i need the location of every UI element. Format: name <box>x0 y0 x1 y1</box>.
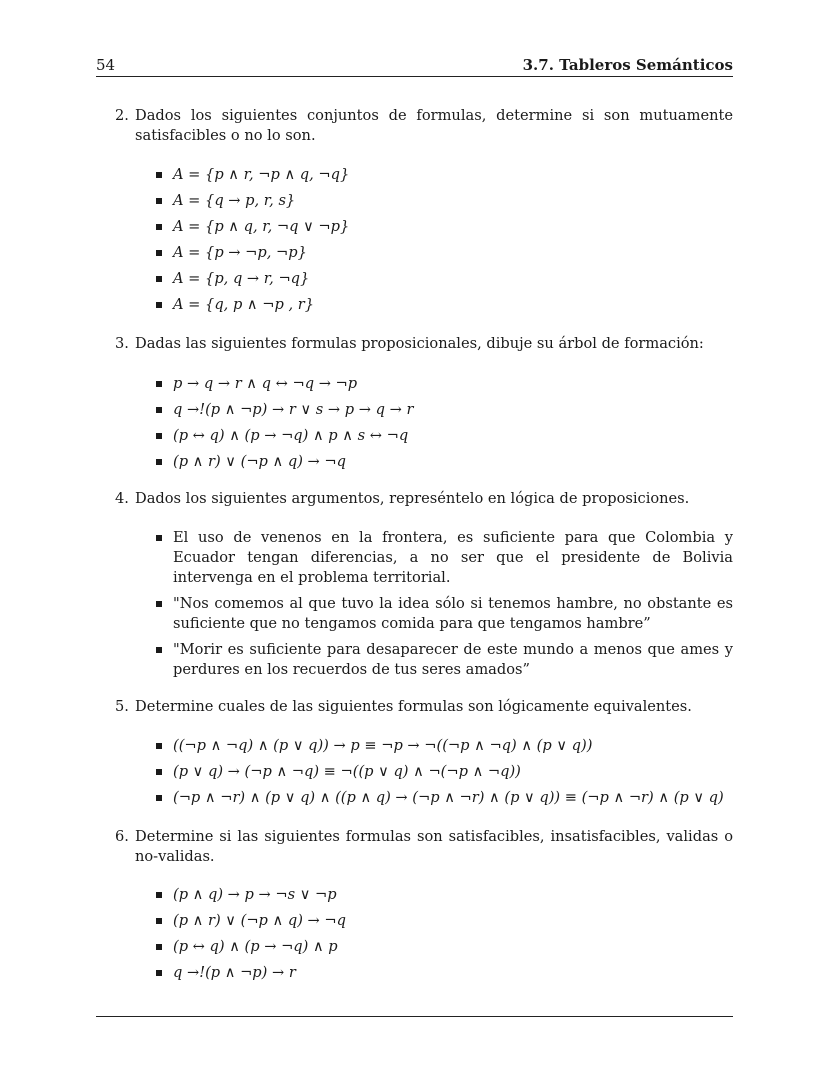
formula: A = {q, p ∧ ¬p , r} <box>173 296 314 313</box>
formula: A = {p ∧ r, ¬p ∧ q, ¬q} <box>173 166 350 183</box>
page-number: 54 <box>96 56 116 74</box>
list-item <box>156 162 733 188</box>
bullet-square-icon <box>156 459 162 465</box>
exercise-4 <box>115 489 733 509</box>
argument-text: "Morir es suficiente para desaparecer de este mundo a menos que ames y perdures en los recuerdos de tus seres amados” <box>173 641 733 678</box>
list-item <box>156 934 733 960</box>
list-item <box>156 266 733 292</box>
bullet-square-icon <box>156 601 162 607</box>
bullet-square-icon <box>156 535 162 541</box>
bullet-square-icon <box>156 970 162 976</box>
exercise-3 <box>115 334 733 354</box>
list-item <box>156 640 733 680</box>
bullet-square-icon <box>156 944 162 950</box>
exercise-number: 4. <box>115 490 129 507</box>
exercise-6 <box>115 827 733 867</box>
formula: (p ∧ r) ∨ (¬p ∧ q) → ¬q <box>173 912 346 929</box>
argument-text: "Nos comemos al que tuvo la idea sólo si tenemos hambre, no obstante es suficiente que no tengamos comida para que tengamos hambre” <box>173 595 733 632</box>
bullet-square-icon <box>156 892 162 898</box>
exercise-text: Determine cuales de las siguientes formulas son lógicamente equivalentes. <box>135 698 692 715</box>
formula: (p ∧ q) → p → ¬s ∨ ¬p <box>173 886 337 903</box>
list-item <box>156 882 733 908</box>
list-item <box>156 759 733 785</box>
bullet-square-icon <box>156 250 162 256</box>
section-title: 3.7. Tableros Semánticos <box>522 56 733 74</box>
exercise-number: 6. <box>115 828 129 845</box>
formula: (¬p ∧ ¬r) ∧ (p ∨ q) ∧ ((p ∧ q) → (¬p ∧ ¬r) ∧ (p ∨ q)) ≡ (¬p ∧ ¬r) ∧ (p ∨ q) <box>173 789 724 806</box>
bullet-square-icon <box>156 407 162 413</box>
formula: A = {p ∧ q, r, ¬q ∨ ¬p} <box>173 218 350 235</box>
formula: q →!(p ∧ ¬p) → r <box>173 964 296 981</box>
list-item <box>156 528 733 588</box>
exercise-3-formula-list <box>156 371 733 475</box>
formula: (p ↔ q) ∧ (p → ¬q) ∧ p <box>173 938 338 955</box>
list-item <box>156 397 733 423</box>
bullet-square-icon <box>156 795 162 801</box>
exercise-text: Determine si las siguientes formulas son satisfacibles, insatisfacibles, validas o no-validas. <box>135 828 733 865</box>
formula: A = {p → ¬p, ¬p} <box>173 244 307 261</box>
exercise-number: 5. <box>115 698 129 715</box>
list-item <box>156 960 733 986</box>
bullet-square-icon <box>156 224 162 230</box>
exercise-text: Dados los siguientes argumentos, represéntelo en lógica de proposiciones. <box>135 490 690 507</box>
formula: q →!(p ∧ ¬p) → r ∨ s → p → q → r <box>173 401 414 418</box>
exercise-text: Dadas las siguientes formulas proposicionales, dibuje su árbol de formación: <box>135 335 704 352</box>
bullet-square-icon <box>156 647 162 653</box>
bullet-square-icon <box>156 276 162 282</box>
bullet-square-icon <box>156 172 162 178</box>
bullet-square-icon <box>156 381 162 387</box>
bullet-square-icon <box>156 769 162 775</box>
exercise-number: 2. <box>115 107 129 124</box>
list-item <box>156 733 733 759</box>
bullet-square-icon <box>156 743 162 749</box>
bullet-square-icon <box>156 918 162 924</box>
list-item <box>156 594 733 634</box>
bullet-square-icon <box>156 433 162 439</box>
list-item <box>156 449 733 475</box>
formula: p → q → r ∧ q ↔ ¬q → ¬p <box>173 375 358 392</box>
formula: A = {q → p, r, s} <box>173 192 296 209</box>
exercise-6-formula-list <box>156 882 733 986</box>
footer-rule <box>96 1016 733 1017</box>
exercise-number: 3. <box>115 335 129 352</box>
list-item <box>156 423 733 449</box>
exercise-2 <box>115 106 733 146</box>
list-item <box>156 785 733 811</box>
bullet-square-icon <box>156 302 162 308</box>
bullet-square-icon <box>156 198 162 204</box>
formula: A = {p, q → r, ¬q} <box>173 270 310 287</box>
list-item <box>156 188 733 214</box>
argument-text: El uso de venenos en la frontera, es suficiente para que Colombia y Ecuador tengan diferencias, a no ser que el presidente de Bolivia intervenga en el problema territorial. <box>173 529 733 586</box>
formula: (p ↔ q) ∧ (p → ¬q) ∧ p ∧ s ↔ ¬q <box>173 427 409 444</box>
list-item <box>156 908 733 934</box>
formula: (p ∧ r) ∨ (¬p ∧ q) → ¬q <box>173 453 346 470</box>
list-item <box>156 214 733 240</box>
exercise-text: Dados los siguientes conjuntos de formulas, determine si son mutuamente satisfacibles o no lo son. <box>135 107 733 144</box>
exercise-5 <box>115 697 733 717</box>
formula: ((¬p ∧ ¬q) ∧ (p ∨ q)) → p ≡ ¬p → ¬((¬p ∧ ¬q) ∧ (p ∨ q)) <box>173 737 593 754</box>
list-item <box>156 371 733 397</box>
list-item <box>156 292 733 318</box>
exercise-4-argument-list <box>156 528 733 686</box>
exercise-2-formula-list <box>156 162 733 318</box>
formula: (p ∨ q) → (¬p ∧ ¬q) ≡ ¬((p ∨ q) ∧ ¬(¬p ∧ ¬q)) <box>173 763 521 780</box>
list-item <box>156 240 733 266</box>
exercise-5-formula-list <box>156 733 733 811</box>
